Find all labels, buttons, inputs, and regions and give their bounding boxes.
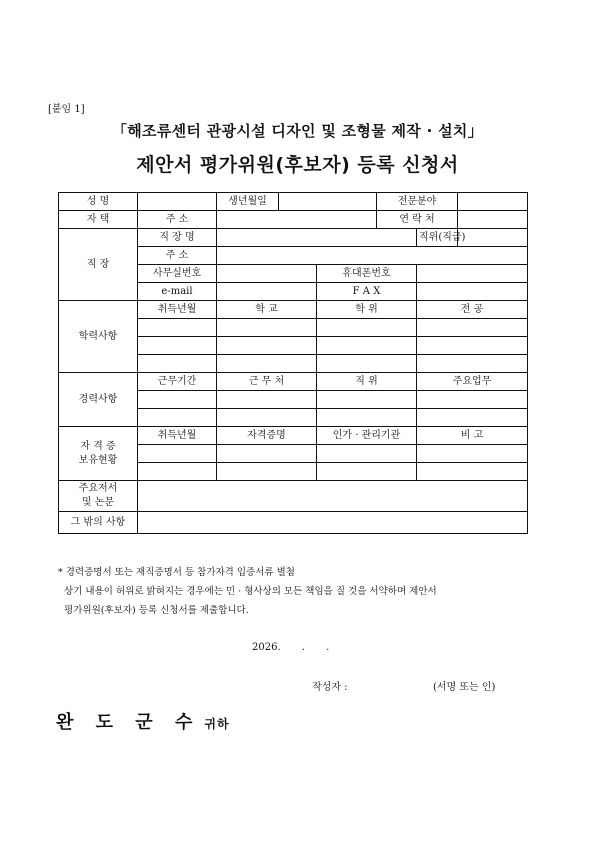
field-field[interactable]	[458, 193, 528, 211]
certificate-label	[59, 427, 138, 481]
cell[interactable]	[317, 409, 417, 427]
office-phone-label: 사무실번호	[138, 265, 217, 283]
cell[interactable]	[317, 463, 417, 481]
home-label: 자 택	[59, 211, 138, 229]
education-label: 학력사항	[59, 301, 138, 373]
cell[interactable]	[217, 391, 317, 409]
cell[interactable]	[217, 355, 317, 373]
notice-line-3: 평가위원(후보자) 등록 신청서를 제출합니다.	[58, 605, 249, 616]
signature-label: (서명 또는 인)	[433, 682, 496, 693]
contact-label: 연 락 처	[377, 211, 458, 229]
email-label: e-mail	[138, 283, 217, 301]
name-label: 성 명	[59, 193, 138, 211]
position-label: 직위(직급)	[417, 229, 458, 247]
career-header-duty: 주요업무	[417, 373, 528, 391]
cell[interactable]	[417, 319, 528, 337]
career-header-period: 근무기간	[138, 373, 217, 391]
position-field[interactable]	[458, 229, 528, 247]
field-label: 전문분야	[377, 193, 458, 211]
notice-text	[58, 563, 437, 620]
career-header-position: 직 위	[317, 373, 417, 391]
education-header-degree: 학 위	[317, 301, 417, 319]
cell[interactable]	[217, 337, 317, 355]
cell[interactable]	[417, 355, 528, 373]
recipient-name: 완 도 군 수	[56, 712, 201, 733]
writer-label: 작성자 :	[312, 682, 348, 693]
cell[interactable]	[417, 445, 528, 463]
cell[interactable]	[217, 319, 317, 337]
annex-label: [붙임 1]	[48, 104, 85, 115]
career-label: 경력사항	[59, 373, 138, 427]
publications-label-line2: 및 논문	[81, 497, 115, 508]
education-header-major: 전 공	[417, 301, 528, 319]
work-address-field[interactable]	[217, 247, 528, 265]
certificate-header-name: 자격증명	[217, 427, 317, 445]
other-field[interactable]	[138, 512, 528, 534]
workplace-label: 직 장 명	[138, 229, 217, 247]
certificate-header-date: 취득년월	[138, 427, 217, 445]
fax-field[interactable]	[417, 283, 528, 301]
notice-line-1: * 경력증명서 또는 재직증명서 등 참가자격 입증서류 별첨	[58, 567, 295, 578]
cell[interactable]	[138, 337, 217, 355]
cell[interactable]	[417, 463, 528, 481]
cell[interactable]	[217, 409, 317, 427]
cell[interactable]	[317, 337, 417, 355]
home-address-label: 주 소	[138, 211, 217, 229]
education-header-date: 취득년월	[138, 301, 217, 319]
mobile-label: 휴대폰번호	[317, 265, 417, 283]
cell[interactable]	[138, 463, 217, 481]
cell[interactable]	[417, 337, 528, 355]
cell[interactable]	[317, 391, 417, 409]
work-address-label: 주 소	[138, 247, 217, 265]
certificate-header-remarks: 비 고	[417, 427, 528, 445]
cell[interactable]	[217, 445, 317, 463]
other-label: 그 밖의 사항	[59, 512, 138, 534]
birth-label: 생년월일	[217, 193, 279, 211]
cell[interactable]	[317, 355, 417, 373]
certificate-header-issuer: 인가 · 관리기관	[317, 427, 417, 445]
cell[interactable]	[138, 355, 217, 373]
home-address-field[interactable]	[217, 211, 377, 229]
recipient-suffix: 귀하	[204, 717, 230, 731]
mobile-field[interactable]	[417, 265, 528, 283]
contact-field[interactable]	[458, 211, 528, 229]
document-subtitle: 제안서 평가위원(후보자) 등록 신청서	[136, 154, 459, 176]
career-header-workplace: 근 무 처	[217, 373, 317, 391]
registration-form-table	[58, 192, 528, 534]
cell[interactable]	[138, 319, 217, 337]
email-field[interactable]	[217, 283, 317, 301]
office-phone-field[interactable]	[217, 265, 317, 283]
notice-line-2: 상기 내용이 허위로 밝혀지는 경우에는 민 · 형사상의 모든 책임을 질 것을 서약하며 제안서	[58, 586, 437, 597]
cell[interactable]	[317, 445, 417, 463]
recipient	[56, 708, 230, 734]
education-header-school: 학 교	[217, 301, 317, 319]
cell[interactable]	[217, 463, 317, 481]
birth-field[interactable]	[279, 193, 377, 211]
submission-date: 2026. . .	[252, 642, 330, 653]
cell[interactable]	[138, 391, 217, 409]
certificate-label-line1: 자 격 증	[80, 440, 116, 452]
cell[interactable]	[417, 409, 528, 427]
cell[interactable]	[417, 391, 528, 409]
publications-field[interactable]	[138, 481, 528, 512]
certificate-label-line2: 보유현황	[78, 454, 118, 466]
cell[interactable]	[317, 319, 417, 337]
fax-label: F A X	[317, 283, 417, 301]
publications-label	[59, 481, 138, 512]
workplace-field[interactable]	[217, 229, 417, 247]
cell[interactable]	[138, 409, 217, 427]
name-field[interactable]	[138, 193, 217, 211]
document-title: 「해조류센터 관광시설 디자인 및 조형물 제작 · 설치」	[111, 122, 484, 140]
work-label: 직 장	[59, 229, 138, 301]
cell[interactable]	[138, 445, 217, 463]
publications-label-line1: 주요저서	[78, 483, 118, 494]
